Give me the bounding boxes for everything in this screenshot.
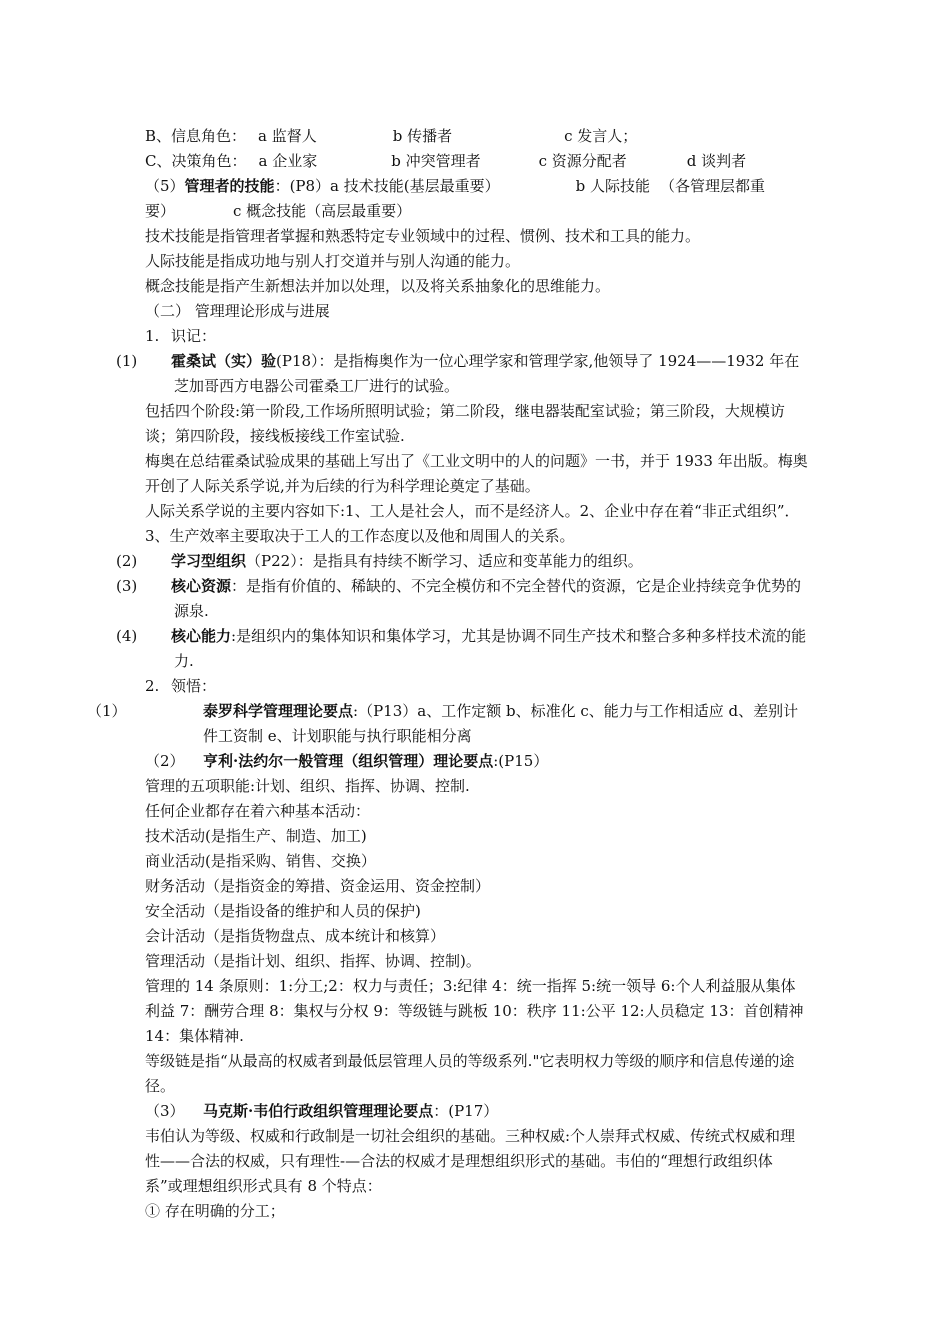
decision-role-a: a 企业家 (258, 152, 318, 170)
five-functions: 管理的五项职能:计划、组织、指挥、协调、控制. (145, 777, 470, 795)
hawthorne-num: (1) (116, 352, 138, 370)
skill-def-interpersonal: 人际技能是指成功地与别人打交道并与别人沟通的能力。 (145, 252, 521, 270)
activity-financial: 财务活动（是指资金的筹措、资金运用、资金控制） (145, 877, 491, 895)
core-resource-text: ：是指有价值的、稀缺的、不完全模仿和不完全替代的资源，它是企业持续竞争优势的源泉. (174, 577, 802, 620)
activity-technical: 技术活动(是指生产、制造、加工) (145, 827, 367, 845)
recall-text: 识记： (171, 327, 217, 345)
recall-heading (145, 324, 810, 349)
decision-role-c: c 资源分配者 (538, 152, 627, 170)
info-role-b: b 传播者 (392, 127, 453, 145)
learning-org-title: 学习型组织 (171, 552, 247, 570)
core-resource-item (116, 574, 810, 624)
skills-conceptual: c 概念技能（高层最重要） (233, 202, 412, 220)
mayo-book: 梅奥在总结霍桑试验成果的基础上写出了《工业文明中的人的问题》一书，并于 1933 年出版。梅奥开创了人际关系学说,并为后续的行为科学理论奠定了基础。 (145, 452, 808, 495)
comprehend-num: 2. (145, 677, 160, 695)
info-role-c: c 发言人； (564, 127, 638, 145)
activity-commercial: 商业活动(是指采购、销售、交换） (145, 852, 376, 870)
core-competence-title: 核心能力 (171, 627, 232, 645)
learning-org-item (116, 549, 810, 574)
taylor-text: :（P13）a、工作定额 b、标准化 c、能力与工作相适应 d、差别计件工资制 e、计划职能与执行职能相分离 (203, 702, 799, 745)
hawthorne-stages: 包括四个阶段:第一阶段,工作场所照明试验；第二阶段，继电器装配室试验；第三阶段，大规模访谈；第四阶段，接线板接线工作室试验. (145, 402, 785, 445)
core-competence-text: :是组织内的集体知识和集体学习，尤其是协调不同生产技术和整合多种多样技术流的能力. (174, 627, 807, 670)
fayol-text: :(P15） (493, 752, 549, 770)
decision-roles-line (145, 149, 810, 174)
decision-roles-label: C、决策角色： (145, 152, 247, 170)
activity-management: 管理活动（是指计划、组织、指挥、协调、控制)。 (145, 952, 481, 970)
weber-num: （3） (145, 1102, 185, 1120)
human-relations: 人际关系学说的主要内容如下:1、工人是社会人，而不是经济人。2、企业中存在着“非正式组织”．3、生产效率主要取决于工人的工作态度以及他和周围人的关系。 (145, 502, 800, 545)
decision-role-d: d 谈判者 (686, 152, 747, 170)
weber-feature-1: ① 存在明确的分工； (145, 1202, 285, 1220)
core-competence-item (116, 624, 810, 674)
info-role-a: a 监督人 (258, 127, 317, 145)
six-activities-intro: 任何企业都存在着六种基本活动： (145, 802, 371, 820)
skills-line (145, 174, 810, 199)
activity-security: 安全活动（是指设备的维护和人员的保护) (145, 902, 421, 920)
weber-text: ：(P17） (433, 1102, 499, 1120)
hawthorne-title: 霍桑试（实）验 (171, 352, 277, 370)
core-competence-num: (4) (116, 627, 138, 645)
document-page (87, 124, 810, 1224)
info-roles-line (145, 124, 810, 149)
weber-description: 韦伯认为等级、权威和行政制是一切社会组织的基础。三种权威:个人崇拜式权威、传统式权威和理性——合法的权威，只有理性-—合法的权威才是理想组织形式的基础。韦伯的“理想行政组织体系”或理想组织形式具有 8 个特点： (145, 1127, 796, 1195)
decision-role-b: b 冲突管理者 (391, 152, 481, 170)
comprehend-heading (145, 674, 810, 699)
taylor-num: （1） (87, 702, 127, 720)
skills-cont: 要） (145, 202, 176, 220)
hawthorne-item (116, 349, 810, 399)
skills-technical: ：(P8）a 技术技能(基层最重要） (274, 177, 500, 195)
core-resource-title: 核心资源 (171, 577, 232, 595)
info-roles-label: B、信息角色： (145, 127, 247, 145)
learning-org-num: (2) (116, 552, 138, 570)
fayol-item (145, 749, 810, 774)
skills-title: 管理者的技能 (184, 177, 275, 195)
skills-interpersonal-note: （各管理层都重 (660, 177, 766, 195)
skills-prefix: （5） (145, 177, 185, 195)
hierarchy-definition: 等级链是指“从最高的权威者到最低层管理人员的等级系列."它表明权力等级的顺序和信息传递的途径。 (145, 1052, 795, 1095)
core-resource-num: (3) (116, 577, 138, 595)
weber-item (145, 1099, 810, 1124)
comprehend-text: 领悟： (171, 677, 217, 695)
skills-interpersonal: b 人际技能 (575, 177, 650, 195)
fayol-num: （2） (145, 752, 185, 770)
taylor-item (87, 699, 810, 749)
fayol-title: 亨利·法约尔一般管理（组织管理）理论要点 (203, 752, 494, 770)
recall-num: 1. (145, 327, 160, 345)
section-heading: （二） 管理理论形成与进展 (145, 302, 330, 320)
fourteen-principles: 管理的 14 条原则：1:分工;2：权力与责任；3:纪律 4：统一指挥 5:统一领导 6:个人利益服从集体利益 7：酬劳合理 8：集权与分权 9：等级链与跳板 10：秩序 11:公平 12:人员稳定 13：首创精神 14：集体精神. (145, 977, 804, 1045)
skill-def-technical: 技术技能是指管理者掌握和熟悉特定专业领域中的过程、惯例、技术和工具的能力。 (145, 227, 701, 245)
skills-line-cont (145, 199, 810, 224)
weber-title: 马克斯·韦伯行政组织管理理论要点 (203, 1102, 434, 1120)
taylor-title: 泰罗科学管理理论要点 (203, 702, 354, 720)
learning-org-text: （P22）：是指具有持续不断学习、适应和变革能力的组织。 (246, 552, 643, 570)
activity-accounting: 会计活动（是指货物盘点、成本统计和核算） (145, 927, 446, 945)
hawthorne-text: (P18）：是指梅奥作为一位心理学家和管理学家,他领导了 1924——1932 年在芝加哥西方电器公司霍桑工厂进行的试验。 (174, 352, 800, 395)
skill-def-conceptual: 概念技能是指产生新想法并加以处理，以及将关系抽象化的思维能力。 (145, 277, 611, 295)
